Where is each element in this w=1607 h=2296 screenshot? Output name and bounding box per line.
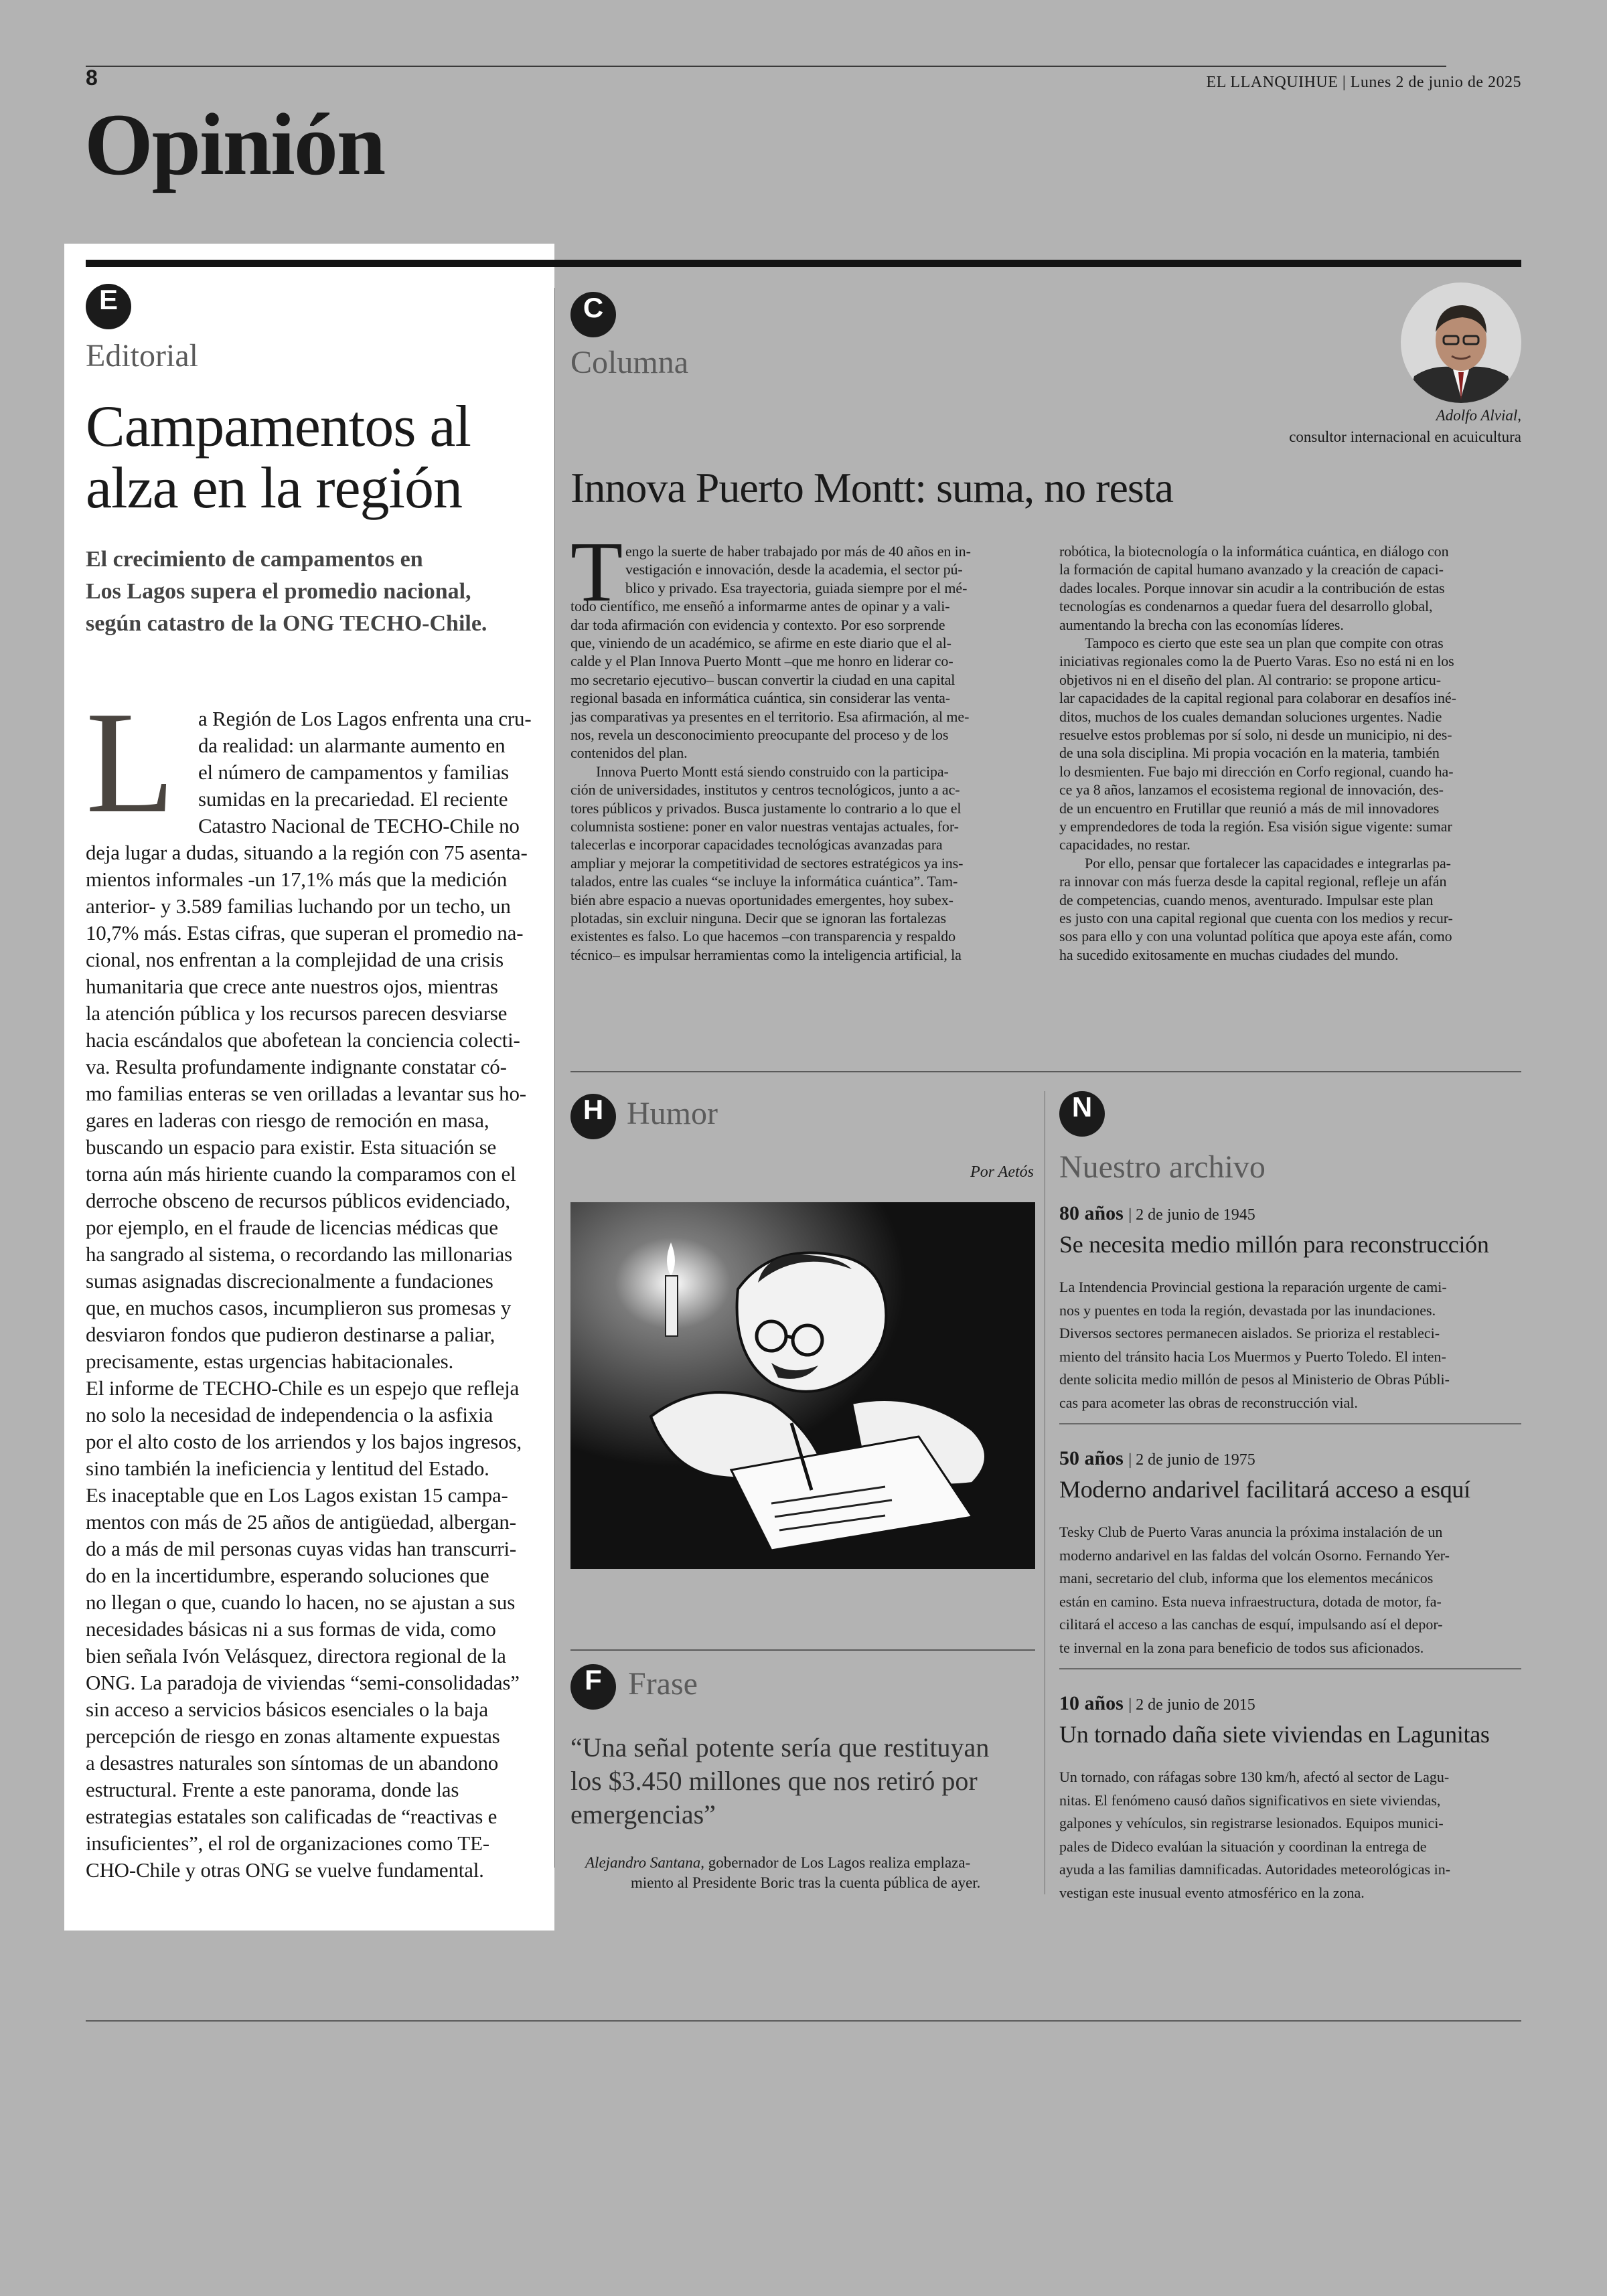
editorial-body-line: a desastres naturales son síntomas de un abandono: [86, 1751, 499, 1775]
column-body-line: dades locales. Porque innovar sin acudir a la contribución de estas: [1059, 579, 1445, 596]
column-body-line: ha sucedido exitosamente en muchas ciudades del mundo.: [1059, 946, 1399, 963]
archive-entry-line: Diversos sectores permanecen aislados. Se prioriza el restableci-: [1059, 1325, 1440, 1341]
cartoon-illustration: [570, 1202, 1035, 1569]
editorial-body-line: mientos informales -un 17,1% más que la medición: [86, 868, 508, 891]
editorial-headline-line: Campamentos al: [86, 394, 471, 459]
editorial-body-line: estrategias estatales son calificadas de “reactivas e: [86, 1805, 498, 1828]
column-body-line: ditos, muchos de los cuales demandan soluciones urgentes. Nadie: [1059, 708, 1442, 725]
frase-attribution-text: gobernador de Los Lagos realiza emplaza-: [708, 1854, 971, 1871]
editorial-body-line: sin acceso a servicios básicos esenciales o la baja: [86, 1698, 488, 1721]
archive-entry-line: mani, secretario del club, informa que los elementos mecánicos: [1059, 1570, 1434, 1586]
column-kicker: Columna: [570, 345, 688, 380]
column-body-line: contenidos del plan.: [570, 744, 688, 762]
editorial-body-line: buscando un espacio para existir. Esta situación se: [86, 1135, 497, 1159]
author-photo: [1401, 282, 1521, 403]
column-body-line: blico y privado. Esa trayectoria, guiada siempre por el mé-: [625, 579, 968, 596]
editorial-body-line: sumas asignadas discrecionalmente a fundaciones: [86, 1269, 493, 1293]
column-body-line: de competencias, cuando menos, aventurado. Impulsar este plan: [1059, 891, 1434, 908]
editorial-body-line: estructural. Frente a este panorama, donde las: [86, 1778, 459, 1801]
editorial-body-line: hacia escándalos que abofetean la conciencia colecti-: [86, 1028, 520, 1052]
editorial-body-line: la atención pública y los recursos parecen desviarse: [86, 1001, 508, 1025]
editorial-deck-line: según catastro de la ONG TECHO-Chile.: [86, 611, 487, 636]
editorial-body-line: anterior- y 3.589 familias luchando por un techo, un: [86, 894, 511, 918]
editorial-body-line: no llegan o que, cuando lo hacen, no se ajustan a sus: [86, 1590, 516, 1614]
column-body-line: mo secretario ejecutivo– buscan convertir la ciudad en una capital: [570, 671, 955, 688]
column-body-line: existentes es falso. Lo que hacemos –con transparencia y respaldo: [570, 928, 956, 945]
editorial-body-line: precisamente, estas urgencias habitacionales.: [86, 1349, 454, 1373]
archive-entry-line: moderno andarivel en las faldas del volcán Osorno. Fernando Yer-: [1059, 1546, 1450, 1564]
column-body-line: iniciativas regionales como la de Puerto Varas. Eso no está ni en los: [1059, 653, 1454, 670]
editorial-body-line: sumidas en la precariedad. El reciente: [198, 787, 508, 811]
archive-entry-line: cilitará el acceso a las canchas de esquí, impulsando así el depor-: [1059, 1616, 1443, 1633]
editorial-body-line: no solo la necesidad de independencia o la asfixia: [86, 1403, 493, 1426]
archive-date-label: | 2 de junio de 1975: [1128, 1451, 1255, 1469]
column-body-line: de una sola disciplina. Mi propia vocación en la materia, también: [1059, 744, 1440, 762]
archive-entry-line: te invernal en la zona para beneficio de todos sus aficionados.: [1059, 1639, 1424, 1656]
column-body-line: aumentando la brecha con las economías líderes.: [1059, 616, 1344, 633]
author-role: consultor internacional en acuicultura: [1289, 428, 1521, 445]
column-body-line: técnico– es impulsar herramientas como la inteligencia artificial, la: [570, 946, 962, 963]
editorial-badge: E: [86, 284, 131, 329]
editorial-body-line: CHO-Chile y otras ONG se vuelve fundamental.: [86, 1858, 484, 1882]
column-body-line: es justo con una capital regional que cuenta con los medios y recur-: [1059, 910, 1453, 926]
archive-entry-line: están en camino. Esta nueva infraestructura, dotada de motor, fa-: [1059, 1592, 1442, 1610]
column-dropcap: T: [570, 524, 623, 619]
column-body-line: todo científico, me enseñó a informarme antes de opinar y a vali-: [570, 598, 950, 615]
archive-entry-line: ayuda a las familias damnificadas. Autoridades meteorológicas in-: [1059, 1861, 1451, 1878]
editorial-body-line: mentos con más de 25 años de antigüedad, albergan-: [86, 1510, 516, 1534]
editorial-body-line: por ejemplo, en el fraude de licencias médicas que: [86, 1216, 498, 1239]
editorial-body-line: ha sangrado al sistema, o recordando las millonarias: [86, 1242, 512, 1266]
column-body-line: robótica, la biotecnología o la informática cuántica, en diálogo con: [1059, 543, 1449, 560]
column-body-line: tecnologías es condenarnos a quedar fuera del desarrollo global,: [1059, 598, 1433, 615]
archive-entry-years: [1059, 1692, 1255, 1715]
archive-entry-line: nitas. El fenómeno causó daños significativos en siete viviendas,: [1059, 1791, 1441, 1809]
editorial-body-line: humanitaria que crece ante nuestros ojos, mientras: [86, 975, 498, 998]
archive-entry-title: Un tornado daña siete viviendas en Lagunitas: [1059, 1721, 1490, 1748]
editorial-body-line: do en la incertidumbre, esperando soluciones que: [86, 1564, 489, 1587]
editorial-body-line: percepción de riesgo en zonas altamente expuestas: [86, 1724, 500, 1748]
editorial-thick-rule: [86, 260, 554, 267]
editorial-headline-line: alza en la región: [86, 456, 463, 521]
editorial-body-line: Es inaceptable que en Los Lagos existan 15 campa-: [86, 1483, 508, 1507]
archive-divider-rule: [1059, 1668, 1521, 1669]
archive-entry-line: cas para acometer las obras de reconstrucción vial.: [1059, 1394, 1358, 1411]
column-body-line: vestigación e innovación, desde la academia, el sector pú-: [625, 561, 963, 578]
archive-years-label: 80 años: [1059, 1202, 1124, 1224]
column-body-line: ción de universidades, institutos y centros tecnológicos, junto a ac-: [570, 781, 960, 799]
column-body-line: lar capacidades de la capital regional para colaborar en desafíos iné-: [1059, 689, 1456, 707]
editorial-body-line: a Región de Los Lagos enfrenta una cru-: [198, 707, 532, 730]
column-body-line: resuelve estos problemas por sí solo, ni desde un municipio, ni des-: [1059, 726, 1452, 743]
column-body-line: de un encuentro en Frutillar que reunió a más de mil innovadores: [1059, 799, 1440, 817]
editorial-body-line: sino también la ineficiencia y lentitud del Estado.: [86, 1457, 489, 1480]
archive-entry-line: dente solicita medio millón de pesos al Ministerio de Obras Públi-: [1059, 1371, 1450, 1388]
column-body-line: Tampoco es cierto que este sea un plan que compite con otras: [1085, 635, 1444, 651]
author-name: Adolfo Alvial,: [1436, 407, 1521, 424]
column-body-line: que, viniendo de un académico, se afirme en este diario que el al-: [570, 635, 951, 651]
editorial-body-line: que, en muchos casos, incumplieron sus promesas y: [86, 1296, 512, 1319]
editorial-headline: [86, 396, 541, 519]
page-number: 8: [86, 66, 98, 90]
archive-entry-title: Moderno andarivel facilitará acceso a esquí: [1059, 1476, 1470, 1503]
editorial-body-line: El informe de TECHO-Chile es un espejo que refleja: [86, 1376, 520, 1400]
column-body-line: jas comparativas ya presentes en el territorio. Esa afirmación, al me-: [570, 708, 970, 725]
archive-badge: N: [1059, 1091, 1105, 1137]
editorial-body-line: derroche obsceno de recursos públicos evidenciado,: [86, 1189, 510, 1212]
column-body-line: ampliar y mejorar la competitividad de sectores estratégicos ya ins-: [570, 854, 964, 872]
editorial-body-line: do a más de mil personas cuyas vidas han transcurri-: [86, 1537, 516, 1560]
editorial-body-line: gares en laderas con riesgo de remoción en masa,: [86, 1109, 489, 1132]
humor-kicker: Humor: [627, 1096, 718, 1131]
editorial-body-line: el número de campamentos y familias: [198, 760, 509, 784]
header-top-rule: [86, 66, 1446, 67]
editorial-deck-line: Los Lagos supera el promedio nacional,: [86, 579, 471, 604]
column-body-line: la formación de capital humano avanzado y la creación de capaci-: [1059, 561, 1444, 578]
column-body-line: tores públicos y privados. Busca justamente lo contrario a lo que el: [570, 799, 962, 817]
footer-rule: [86, 2020, 1521, 2022]
archive-entry-line: Un tornado, con ráfagas sobre 130 km/h, afectó al sector de Lagu-: [1059, 1769, 1450, 1785]
archive-years-label: 10 años: [1059, 1692, 1124, 1714]
column-body-line: plotadas, sin excluir ninguna. Decir que se ignoran las fortalezas: [570, 910, 946, 926]
archive-date-label: | 2 de junio de 2015: [1128, 1696, 1255, 1714]
column-body-line: capacidades, no restar.: [1059, 836, 1191, 853]
column-body-line: lo desmienten. Fue bajo mi dirección en Corfo regional, cuando ha-: [1059, 762, 1454, 780]
editorial-body-line: mo familias enteras se ven orilladas a levantar sus ho-: [86, 1082, 526, 1105]
archive-entry-title: Se necesita medio millón para reconstrucción: [1059, 1231, 1489, 1258]
archive-entry-line: pales de Dideco evalúan la situación y coordinan la entrega de: [1059, 1837, 1427, 1855]
archive-entry-line: Tesky Club de Puerto Varas anuncia la próxima instalación de un: [1059, 1524, 1443, 1540]
editorial-body-line: deja lugar a dudas, situando a la región con 75 asenta-: [86, 841, 528, 864]
archive-divider-rule: [1059, 1423, 1521, 1424]
column-body-line: talecerlas e incorporar capacidades tecnológicas avanzadas para: [570, 836, 943, 853]
editorial-deck: [86, 544, 541, 640]
column-body-line: Innova Puerto Montt está siendo construido con la participa-: [596, 762, 949, 780]
archive-entry-line: galpones y vehículos, sin registrarse lesionados. Equipos munici-: [1059, 1815, 1444, 1831]
column-body-line: talados, entre las cuales “se incluye la informática cuántica”. Tam-: [570, 873, 958, 890]
archive-entry-years: [1059, 1447, 1255, 1470]
column-badge: C: [570, 292, 616, 337]
column-body-line: sos para ello y con una voluntad política que apoya este afán, como: [1059, 928, 1452, 945]
column-body-line: engo la suerte de haber trabajado por más de 40 años en in-: [625, 543, 971, 560]
column-headline: Innova Puerto Montt: suma, no resta: [570, 464, 1173, 511]
humor-credit: Por Aetós: [970, 1163, 1034, 1181]
frase-attribution: [585, 1853, 970, 1873]
archive-entry-line: miento del tránsito hacia Los Muermos y Puerto Toledo. El inten-: [1059, 1347, 1446, 1365]
archive-kicker: Nuestro archivo: [1059, 1149, 1266, 1185]
editorial-kicker: Editorial: [86, 338, 198, 374]
section-title: Opinión: [84, 95, 385, 193]
archive-entry-line: vestigan este inusual evento atmosférico en la zona.: [1059, 1884, 1365, 1901]
column-body-line: ra innovar con más fuerza desde la capital regional, refleje un afán: [1059, 873, 1447, 890]
masthead-date: EL LLANQUIHUE | Lunes 2 de junio de 2025: [1206, 74, 1521, 91]
editorial-body-line: ONG. La paradoja de viviendas “semi-consolidadas”: [86, 1671, 520, 1694]
editorial-dropcap: L: [86, 682, 175, 843]
column-body-line: bién abre espacio a nuevas oportunidades emergentes, hoy subex-: [570, 891, 953, 908]
column-body-line: objetivos ni en el diseño del plan. Al contrario: se propone articu-: [1059, 671, 1441, 688]
editorial-body-line: bien señala Ivón Velásquez, directora regional de la: [86, 1644, 506, 1667]
archive-years-label: 50 años: [1059, 1447, 1124, 1469]
frase-quote: “Una señal potente sería que restituyan los $3.450 millones que nos retiró por emergencias”: [570, 1732, 990, 1829]
editorial-body-line: va. Resulta profundamente indignante constatar có-: [86, 1055, 507, 1078]
column-body-line: nos, revela un desconocimiento preocupante del proceso y de los: [570, 726, 949, 743]
archive-entry-line: nos y puentes en toda la región, devastada por las inundaciones.: [1059, 1301, 1436, 1319]
column-divider-vertical: [554, 288, 555, 1868]
column-body-line: ce ya 8 años, lanzamos el ecosistema regional de innovación, des-: [1059, 781, 1444, 799]
column-body-line: regional basada en informática cuántica, sin considerar las venta-: [570, 689, 950, 707]
column-body-line: Por ello, pensar que fortalecer las capacidades e integrarlas pa-: [1085, 854, 1451, 872]
humor-bottom-rule: [570, 1649, 1035, 1651]
frase-badge: F: [570, 1664, 616, 1710]
editorial-body-line: da realidad: un alarmante aumento en: [198, 734, 506, 757]
column-body-line: columnista sostiene: poner en valor nuestras ventajas actuales, for-: [570, 818, 959, 835]
archive-entry-line: La Intendencia Provincial gestiona la reparación urgente de cami-: [1059, 1279, 1447, 1295]
archive-entry-years: [1059, 1202, 1255, 1225]
column-body-line: calde y el Plan Innova Puerto Montt –que me honro en liderar co-: [570, 653, 953, 670]
frase-attribution-name: Alejandro Santana,: [585, 1854, 705, 1871]
column-body-line: y emprendedores de toda la región. Esa visión sigue vigente: sumar: [1059, 818, 1452, 835]
column-body-line: dar toda afirmación con evidencia y contexto. Por eso sorprende: [570, 616, 945, 633]
editorial-body-line: desviaron fondos que pudieron destinarse a paliar,: [86, 1323, 495, 1346]
editorial-body-line: cional, nos enfrentan a la complejidad de una crisis: [86, 948, 504, 971]
humor-badge: H: [570, 1094, 616, 1139]
editorial-body-line: por el alto costo de los arriendos y los bajos ingresos,: [86, 1430, 522, 1453]
editorial-body-line: necesidades básicas ni a sus formas de vida, como: [86, 1617, 496, 1641]
editorial-body-line: Catastro Nacional de TECHO-Chile no: [198, 814, 520, 837]
column-bottom-rule: [570, 1071, 1521, 1072]
editorial-body-line: 10,7% más. Estas cifras, que superan el promedio na-: [86, 921, 524, 945]
editorial-body-line: insuficientes”, el rol de organizaciones como TE-: [86, 1831, 489, 1855]
frase-kicker: Frase: [628, 1666, 698, 1702]
editorial-deck-line: El crecimiento de campamentos en: [86, 547, 423, 572]
editorial-body-line: torna aún más hiriente cuando la comparamos con el: [86, 1162, 516, 1185]
frase-attribution-line: miento al Presidente Boric tras la cuenta pública de ayer.: [631, 1874, 981, 1891]
archive-date-label: | 2 de junio de 1945: [1128, 1206, 1255, 1224]
